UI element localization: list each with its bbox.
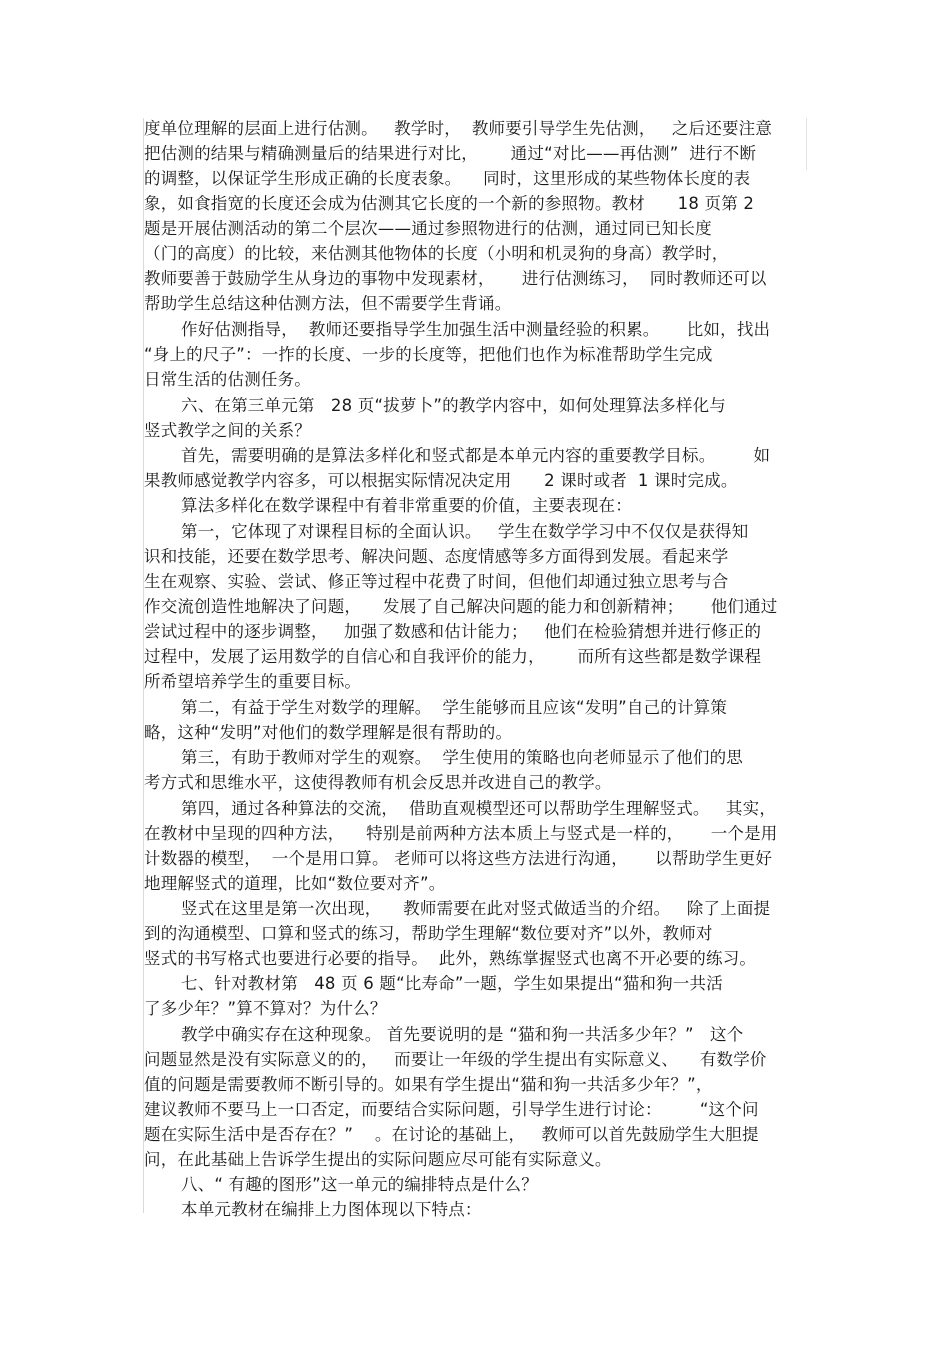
text-line: 教学中确实存在这种现象。 首先要说明的是 “猫和狗一共活多少年？” 这个 [181,1025,744,1044]
text-line: 值的问题是需要教师不断引导的。如果有学生提出“猫和狗一共活多少年？”， [144,1075,713,1094]
text-line: 问，在此基础上告诉学生提出的实际问题应尽可能有实际意义。 [144,1150,612,1169]
section-heading: 竖式教学之间的关系？ [144,421,311,440]
text-line: 算法多样化在数学课程中有着非常重要的价值，主要表现在： [181,496,632,515]
text-line: 把估测的结果与精确测量后的结果进行对比， 通过“对比——再估测” 进行不断 [144,144,757,163]
text-line: 象，如食指宽的长度还会成为估测其它长度的一个新的参照物。教材 18 页第 2 [144,194,755,213]
text-line: 在教材中呈现的四种方法， 特别是前两种方法本质上与竖式是一样的， 一个是用 [144,824,778,843]
text-line: 作交流创造性地解决了问题， 发展了自己解决问题的能力和创新精神； 他们通过 [144,597,778,616]
section-heading: 七、针对教材第 48 页 6 题“比寿命”一题，学生如果提出“猫和狗一共活 [181,974,723,993]
text-line: 日常生活的估测任务。 [144,370,311,389]
text-line: 问题显然是没有实际意义的的， 而要让一年级的学生提出有实际意义、 有数学价 [144,1050,767,1069]
text-line: 第一，它体现了对课程目标的全面认识。 学生在数学学习中不仅仅是获得知 [181,522,749,541]
text-line: 教师要善于鼓励学生从身边的事物中发现素材， 进行估测练习， 同时教师还可以 [144,269,767,288]
text-line: 作好估测指导， 教师还要指导学生加强生活中测量经验的积累。 比如，找出 [181,320,771,339]
text-line: 首先，需要明确的是算法多样化和竖式都是本单元内容的重要教学目标。 如 [181,446,771,465]
text-line: 竖式在这里是第一次出现， 教师需要在此对竖式做适当的介绍。 除了上面提 [181,899,771,918]
page-right-rule [806,118,807,170]
text-line: 第三，有助于教师对学生的观察。 学生使用的策略也向老师显示了他们的思 [181,748,743,767]
text-line: 识和技能，还要在数学思考、解决问题、态度情感等多方面得到发展。看起来学 [144,547,729,566]
text-line: 帮助学生总结这种估测方法，但不需要学生背诵。 [144,294,512,313]
text-line: 过程中，发展了运用数学的自信心和自我评价的能力， 而所有这些都是数学课程 [144,647,762,666]
text-line: 的调整，以保证学生形成正确的长度表象。 同时，这里形成的某些物体长度的表 [144,169,751,188]
text-line: 果教师感觉教学内容多，可以根据实际情况决定用 2 课时或者 1 课时完成。 [144,471,738,490]
text-line: 建议教师不要马上一口否定，而要结合实际问题，引导学生进行讨论： “这个问 [144,1100,759,1119]
text-line: 尝试过程中的逐步调整， 加强了数感和估计能力； 他们在检验猜想并进行修正的 [144,622,762,641]
text-line: 第二，有益于学生对数学的理解。 学生能够而且应该“发明”自己的计算策 [181,698,728,717]
text-line: 度单位理解的层面上进行估测。 教学时， 教师要引导学生先估测， 之后还要注意 [144,119,773,138]
text-line: 竖式的书写格式也要进行必要的指导。 此外，熟练掌握竖式也离不开必要的练习。 [144,949,757,968]
text-line: 地理解竖式的道理，比如“数位要对齐”。 [144,874,446,893]
text-line: 题在实际生活中是否存在？” 。在讨论的基础上， 教师可以首先鼓励学生大胆提 [144,1125,759,1144]
text-line: 到的沟通模型、口算和竖式的练习，帮助学生理解“数位要对齐”以外，教师对 [144,924,713,943]
section-heading: 了多少年？”算不算对？为什么？ [144,999,387,1018]
text-line: 本单元教材在编排上力图体现以下特点： [181,1200,482,1219]
section-heading: 六、在第三单元第 28 页“拔萝卜”的教学内容中，如何处理算法多样化与 [181,396,726,415]
text-line: 题是开展估测活动的第二个层次——通过参照物进行的估测，通过同已知长度 [144,219,712,238]
section-heading: 八、“ 有趣的图形”这一单元的编排特点是什么？ [181,1175,538,1194]
text-line: 考方式和思维水平，这使得教师有机会反思并改进自己的教学。 [144,773,612,792]
text-line: （门的高度）的比较，来估测其他物体的长度（小明和机灵狗的身高）教学时， [144,244,729,263]
text-line: 所希望培养学生的重要目标。 [144,672,362,691]
text-line: 生在观察、实验、尝试、修正等过程中花费了时间，但他们却通过独立思考与合 [144,572,729,591]
text-line: 计数器的模型， 一个是用口算。 老师可以将这些方法进行沟通， 以帮助学生更好 [144,849,773,868]
text-line: “身上的尺子”：一拃的长度、一步的长度等，把他们也作为标准帮助学生完成 [144,345,713,364]
text-line: 第四，通过各种算法的交流， 借助直观模型还可以帮助学生理解竖式。 其实， [181,799,777,818]
text-line: 略，这种“发明”对他们的数学理解是很有帮助的。 [144,723,513,742]
